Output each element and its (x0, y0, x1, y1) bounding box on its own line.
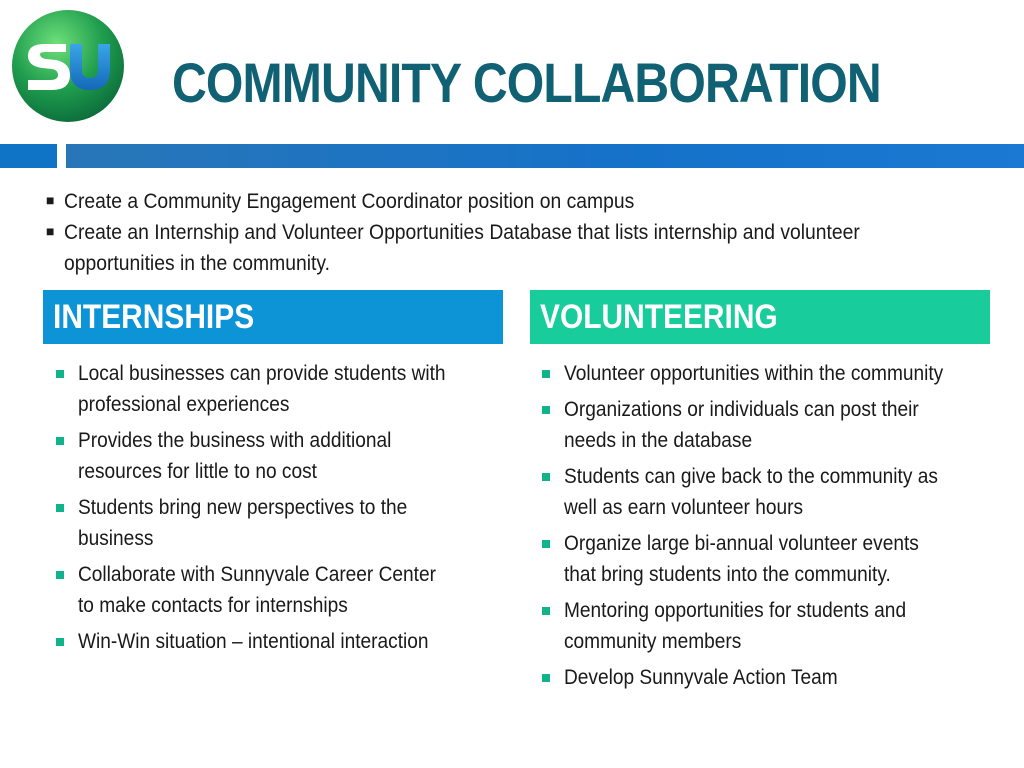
intro-item: ■ Create a Community Engagement Coordinator position on campus (42, 186, 1002, 217)
square-bullet-icon: ■ (46, 223, 55, 239)
square-bullet-icon (542, 607, 550, 615)
list-item: Students bring new perspectives to the business (50, 492, 500, 554)
square-bullet-icon (542, 370, 550, 378)
square-bullet-icon (56, 370, 64, 378)
list-item: Organize large bi-annual volunteer events that bring students into the community. (536, 528, 1006, 590)
square-bullet-icon (56, 437, 64, 445)
internships-list (50, 358, 500, 662)
square-bullet-icon (542, 406, 550, 414)
internships-heading: INTERNSHIPS (43, 290, 503, 344)
list-item: Win-Win situation – intentional interaction (50, 626, 500, 657)
slide-title: COMMUNITY COLLABORATION (172, 51, 881, 114)
intro-item: ■ Create an Internship and Volunteer Opportunities Database that lists internship and volunteer opportunities in the community. (42, 217, 1002, 279)
intro-list (42, 186, 1002, 279)
list-item: Develop Sunnyvale Action Team (536, 662, 1006, 693)
square-bullet-icon (542, 473, 550, 481)
square-bullet-icon (56, 571, 64, 579)
list-item: Mentoring opportunities for students and community members (536, 595, 1006, 657)
list-item: Organizations or individuals can post their needs in the database (536, 394, 1006, 456)
volunteering-heading: VOLUNTEERING (530, 290, 990, 344)
square-bullet-icon (56, 504, 64, 512)
list-item: Students can give back to the community as well as earn volunteer hours (536, 461, 1006, 523)
square-bullet-icon: ■ (46, 192, 55, 208)
list-item: Local businesses can provide students with professional experiences (50, 358, 500, 420)
list-item: Provides the business with additional resources for little to no cost (50, 425, 500, 487)
su-logo (10, 8, 126, 124)
header-bar-accent (0, 144, 57, 168)
square-bullet-icon (542, 674, 550, 682)
list-item: Volunteer opportunities within the community (536, 358, 1006, 389)
list-item: Collaborate with Sunnyvale Career Center to make contacts for internships (50, 559, 500, 621)
square-bullet-icon (542, 540, 550, 548)
header-bar (66, 144, 1024, 168)
volunteering-list (536, 358, 1006, 698)
square-bullet-icon (56, 638, 64, 646)
